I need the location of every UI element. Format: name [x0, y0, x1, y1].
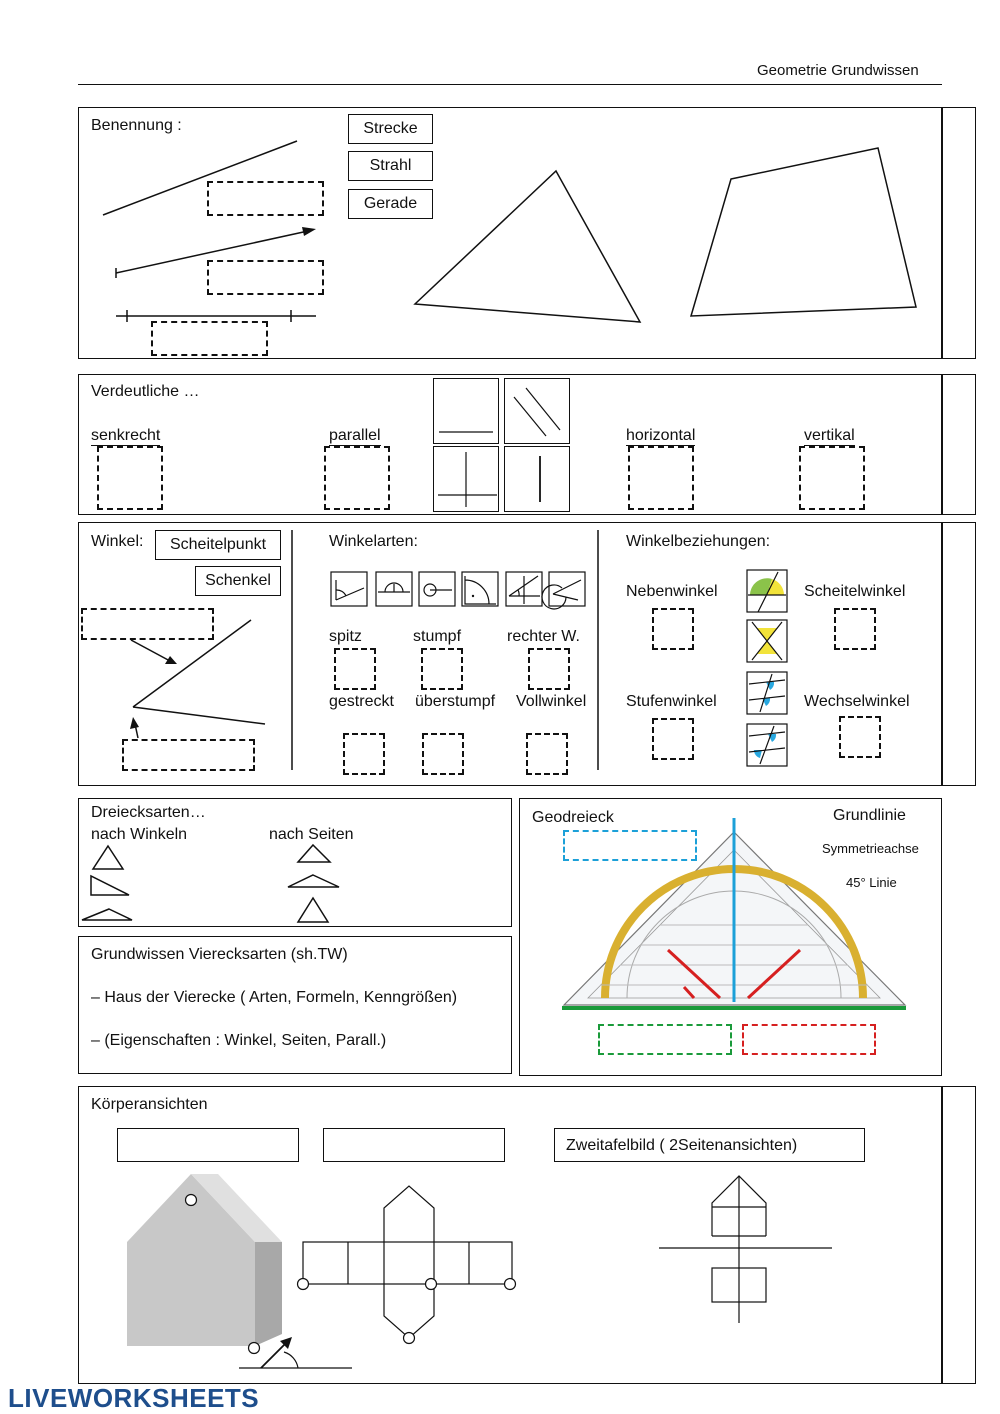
- dreiecke-by-angles: nach Winkeln: [91, 826, 188, 843]
- dreiecke-title: Dreiecksarten…: [91, 804, 206, 821]
- liveworksheets-logo: LIVEWORKSHEETS: [8, 1383, 260, 1413]
- vierecke-title: Grundwissen Vierecksarten (sh.TW): [91, 946, 348, 963]
- label-ueberstumpf: überstumpf: [415, 693, 496, 710]
- geodreieck-title: Geodreieck: [532, 809, 614, 826]
- label-symmetrieachse[interactable]: Symmetrieachse: [822, 841, 919, 856]
- vierecke-line2: – (Eigenschaften : Winkel, Seiten, Parall.): [91, 1032, 387, 1049]
- label-senkrecht: senkrecht: [91, 427, 161, 444]
- dreiecke-by-sides: nach Seiten: [269, 826, 354, 843]
- zweitafel-label: Zweitafelbild ( 2Seitenansichten): [566, 1137, 798, 1154]
- label-wechselwinkel: Wechselwinkel: [804, 693, 910, 710]
- koerper-title: Körperansichten: [91, 1096, 208, 1113]
- header-title: Geometrie Grundwissen: [757, 62, 919, 79]
- label-horizontal: horizontal: [626, 427, 696, 444]
- label-gestreckt: gestreckt: [329, 693, 394, 710]
- label-grundlinie[interactable]: Grundlinie: [833, 807, 906, 824]
- benennung-label: Benennung :: [91, 117, 182, 134]
- label-45-linie[interactable]: 45° Linie: [846, 875, 897, 890]
- label-spitz: spitz: [329, 628, 362, 645]
- label-stufenwinkel: Stufenwinkel: [626, 693, 717, 710]
- word-card-strahl[interactable]: Strahl: [348, 151, 433, 181]
- label-stumpf: stumpf: [413, 628, 462, 645]
- winkel-label: Winkel:: [91, 533, 144, 550]
- label-vertikal: vertikal: [804, 427, 855, 444]
- vierecke-line1: – Haus der Vierecke ( Arten, Formeln, Kenngrößen): [91, 989, 458, 1006]
- word-card-schenkel[interactable]: Schenkel: [195, 566, 281, 596]
- word-card-strecke[interactable]: Strecke: [348, 114, 433, 144]
- word-card-scheitelpunkt[interactable]: Scheitelpunkt: [155, 530, 281, 560]
- verdeutliche-label: Verdeutliche …: [91, 383, 200, 400]
- winkelarten-title: Winkelarten:: [329, 533, 418, 550]
- winkelbeziehungen-title: Winkelbeziehungen:: [626, 533, 771, 550]
- label-rechter-winkel: rechter W.: [507, 628, 580, 645]
- label-vollwinkel: Vollwinkel: [516, 693, 587, 710]
- label-scheitelwinkel: Scheitelwinkel: [804, 583, 906, 600]
- label-parallel: parallel: [329, 427, 381, 444]
- word-card-gerade[interactable]: Gerade: [348, 189, 433, 219]
- label-nebenwinkel: Nebenwinkel: [626, 583, 718, 600]
